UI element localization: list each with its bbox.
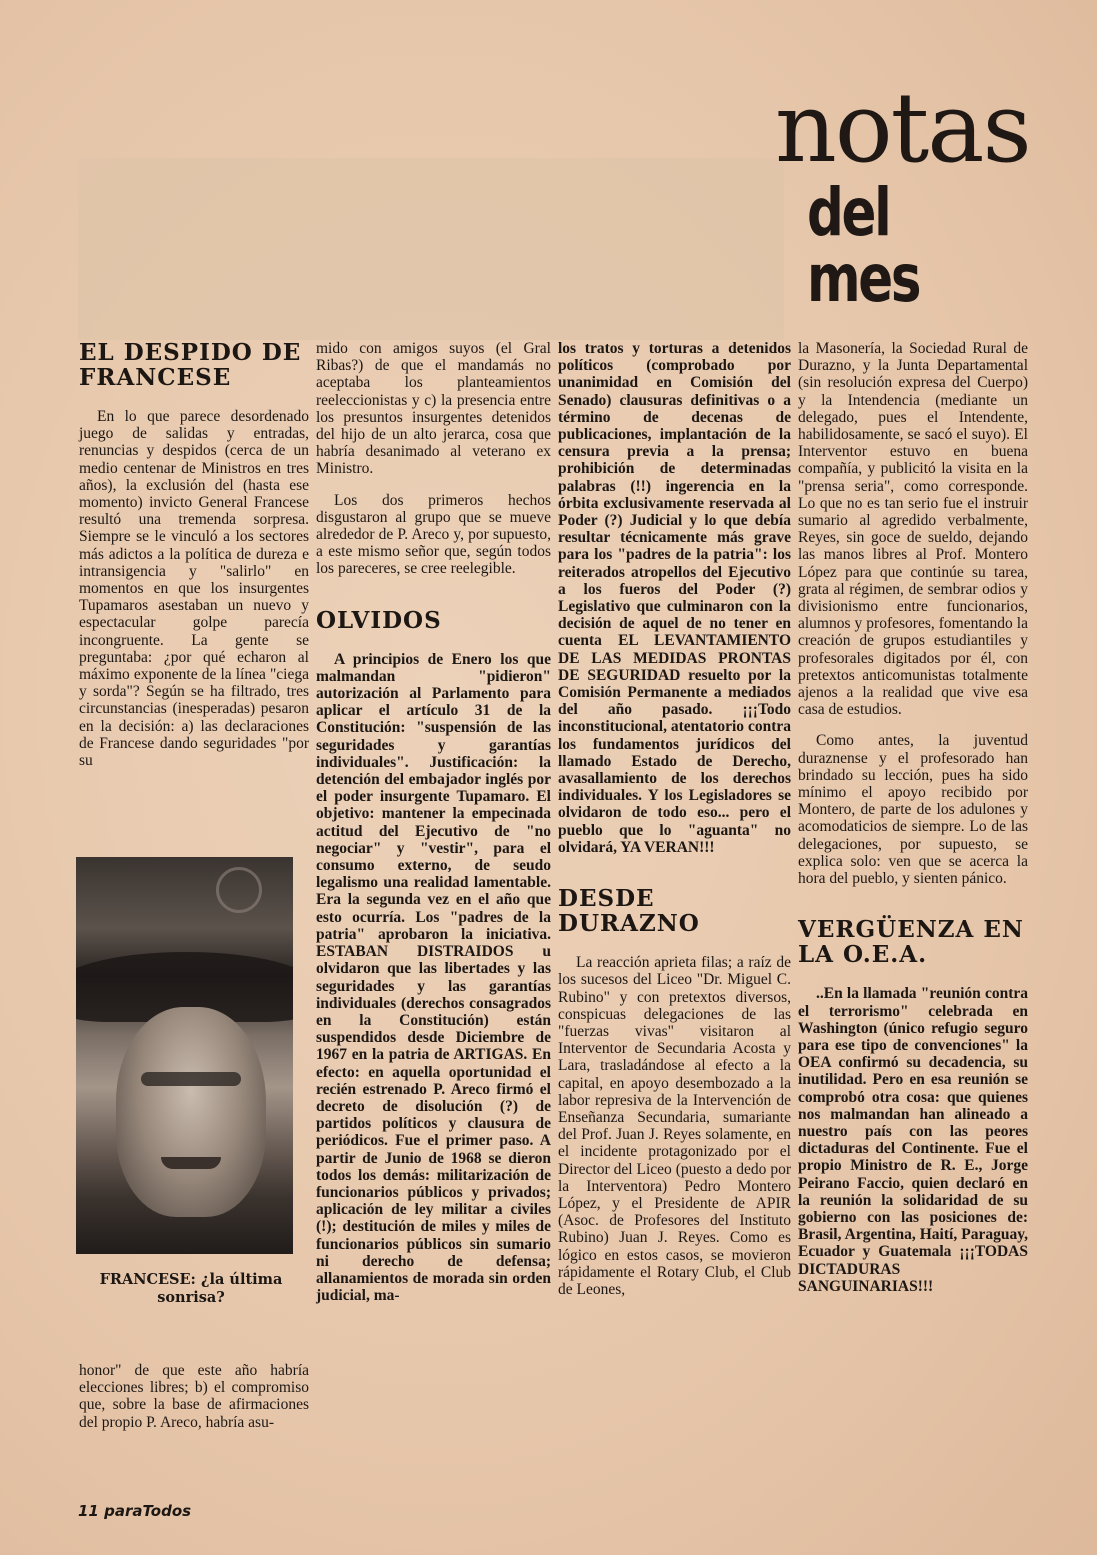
masthead-del-mes: del mes — [807, 174, 920, 317]
durazno-paragraph-1: La reacción aprieta filas; a raíz de los sucesos del Liceo "Dr. Miguel C. Rubino" y con pretextos diversos, conspicuas delegaciones de las "fuerzas vivas" visitaron al Interventor de Secundaria Acosta y Lara, trasladándose al efecto a la capital, en apoyo desembozado a la labor represiva de la Intervención de Enseñanza Secundaria, sumariante del Prof. Juan J. Reyes solamente, en el incidente protagonizado por el Director del Liceo (puesto a dedo por la Interventora) Pedro Montero López, y el Presidente de APIR (Asoc. de Profesores del Instituto Rubino) Juan J. Reyes. Como es lógico en estos casos, se movieron rápidamente el Rotary Club, el Club de Leones, — [558, 954, 791, 1298]
oea-paragraph-1: ..En la llamada "reunión contra el terrorismo" celebrada en Washington (único refugio seguro para ese tipo de convenciones" la OEA confirmó su decadencia, su inutilidad. Pero en esa reunión se comprobó otra cosa: que quienes nos malmandan han alineado a nuestro país con las peores dictaduras del Continente. Fue el propio Ministro de R. E., Jorge Peirano Faccio, quien declaró en la reunión la solidaridad de su gobierno con las posiciones de: Brasil, Argentina, Haití, Paraguay, Ecuador y Guatemala ¡¡¡TODAS DICTADURAS SANGUINARIAS!!! — [798, 985, 1028, 1295]
column-1 — [79, 340, 309, 783]
durazno-paragraph-2: Como antes, la juventud duraznense y el profesorado han brindado su lección, pues ha sido mínimo el apoyo recibido por Montero, de parte de los adulones y acomodaticios de siempre. Lo de las delegaciones, por supuesto, se explica solo: ven que se acerca la hora del pueblo, y sienten pánico. — [798, 732, 1028, 888]
despido-paragraph-2: mido con amigos suyos (el Gral Ribas?) de que el mandamás no aceptaba los planteamientos reeleccionistas y c) la presencia entre los presuntos insurgentes detenidos del hijo de un alto jerarca, cosa que habría desanimado al veterano ex Ministro. — [316, 340, 551, 478]
headline-oea: VERGÜENZA EN LA O.E.A. — [798, 916, 1024, 969]
column-3 — [558, 340, 791, 1312]
section-masthead — [775, 72, 1030, 317]
mouth-shape — [161, 1157, 221, 1169]
despido-paragraph-1: En lo que parece desordenado juego de salidas y entradas, renuncias y despidos (cerca de un medio centenar de Ministros en tres años), la exclusión del (hasta ese momento) invicto General Francese resultó una tremenda sorpresa. Siempre se le vinculó a los sectores más adictos a la política de dureza e intransigencia y "salirlo" en momentos en que los insurgentes Tupamaros asestaban un nuevo y espectacular golpe parecía incongruente. La gente se preguntaba: ¿por qué echaron al máximo exponente de la línea "ciega y sorda"? Según se ha filtrado, tres circunstancias (inesperadas) pesaron en la decisión: a) las declaraciones de Francese dando seguridades "por su — [79, 408, 309, 770]
column-4 — [798, 340, 1028, 1309]
francese-photo — [76, 857, 293, 1254]
cap-badge-shape — [216, 867, 262, 913]
faded-background-block — [78, 158, 784, 340]
headline-olvidos: OLVIDOS — [316, 606, 442, 634]
despido-paragraph-3: Los dos primeros hechos disgustaron al grupo que se mueve alrededor de P. Areco y, por supuesto, a este mismo señor que, según todos los pareceres, se cree reelegible. — [316, 491, 551, 578]
column-2 — [316, 340, 551, 1318]
face-shape — [116, 1007, 266, 1217]
headline-despido: EL DESPIDO DE FRANCESE — [79, 339, 302, 391]
despido-paragraph-1-cont: honor" de que este año habría elecciones libres; b) el compromiso que, sobre la base de afirmaciones del propio P. Areco, habría asu- — [79, 1362, 309, 1431]
durazno-paragraph-1-cont: la Masonería, la Sociedad Rural de Durazno, y la Junta Departamental (sin resolución expresa del Cuerpo) y la Intendencia (mediante un delegado, pues el Intendente, habilidosamente, se sacó el suyo). El Interventor estuvo en buena compañía, y publicitó la visita en la "prensa seria", como corresponde. Lo que no es tan serio fue el instruir sumario al agredido verbalmente, Reyes, sin goce de sueldo, dejando las manos libres al Prof. Montero López para que continúe su tarea, grata al régimen, de sembrar odios y divisionismo entre funcionarios, alumnos y profesores, fomentando la creación de grupos estudiantiles y profesorales digitados por él, con pretextos anticomunistas totalmente ajenos a la realidad que vive esa casa de estudios. — [798, 340, 1028, 719]
page-footer: 11 paraTodos — [78, 1502, 192, 1520]
headline-durazno: DESDE DURAZNO — [558, 885, 700, 938]
photo-caption: FRANCESE: ¿la última sonrisa? — [99, 1271, 283, 1306]
eyes-shape — [141, 1072, 241, 1086]
olvidos-paragraph-1: A principios de Enero los que malmandan "pidieron" autorización al Parlamento para aplicar el artículo 31 de la Constitución: "suspensión de las seguridades y garantías individuales". Justificación: la detención del embajador inglés por el poder insurgente Tupamaro. El objetivo: mantener la empecinada actitud del Ejecutivo de "no negociar" y "vestir", para el consumo externo, de seudo legalismo una realidad lamentable. Era la segunda vez en el año que esto ocurría. Los "padres de la patria" aprobaron la iniciativa. ESTABAN DISTRAIDOS u olvidaron que las libertades y las seguridades y las garantías individuales (derechos consagrados en la Constitución) están suspendidos desde Diciembre de 1967 en la patria de ARTIGAS. En efecto: en aquella oportunidad el recién estrenado P. Areco firmó el decreto de disolución (?) de partidos políticos y clausura de periódicos. Fue el primer paso. A partir de Junio de 1968 se dieron todos los demás: militarización de funcionarios públicos y privados; aplicación de ley militar a civiles (!); destitución de miles y miles de funcionarios públicos sin sumario ni derecho de defensa; allanamientos de morada sin orden judicial, ma- — [316, 650, 551, 1305]
masthead-notas: notas — [775, 72, 1030, 184]
column-1-bottom — [79, 1362, 309, 1445]
olvidos-paragraph-1-cont: los tratos y torturas a detenidos políticos (comprobado por unanimidad en Comisión del Senado) clausuras definitivas o a término de decenas de publicaciones, implantación de la censura previa a la prensa; prohibición de determinadas palabras (!!) ingerencia en la órbita exclusivamente reservada al Poder (?) Judicial y lo que debía resultar técnicamente más grave para los "padres de la patria": los reiterados atropellos del Ejecutivo a los fueros del Poder (?) Legislativo que culminaron con la decisión de aquel de no tener en cuenta EL LEVANTAMIENTO DE LAS MEDIDAS PRONTAS DE SEGURIDAD resuelto por la Comisión Permanente a mediados del año pasado. ¡¡¡Todo inconstitucional, atentatorio contra los fundamentos jurídicos del llamado Estado de Derecho, avasallamiento de los derechos individuales. Y los Legisladores se olvidaron de todo eso... pero el pueblo que lo "aguanta" no olvidará, YA VERAN!!! — [558, 340, 791, 856]
